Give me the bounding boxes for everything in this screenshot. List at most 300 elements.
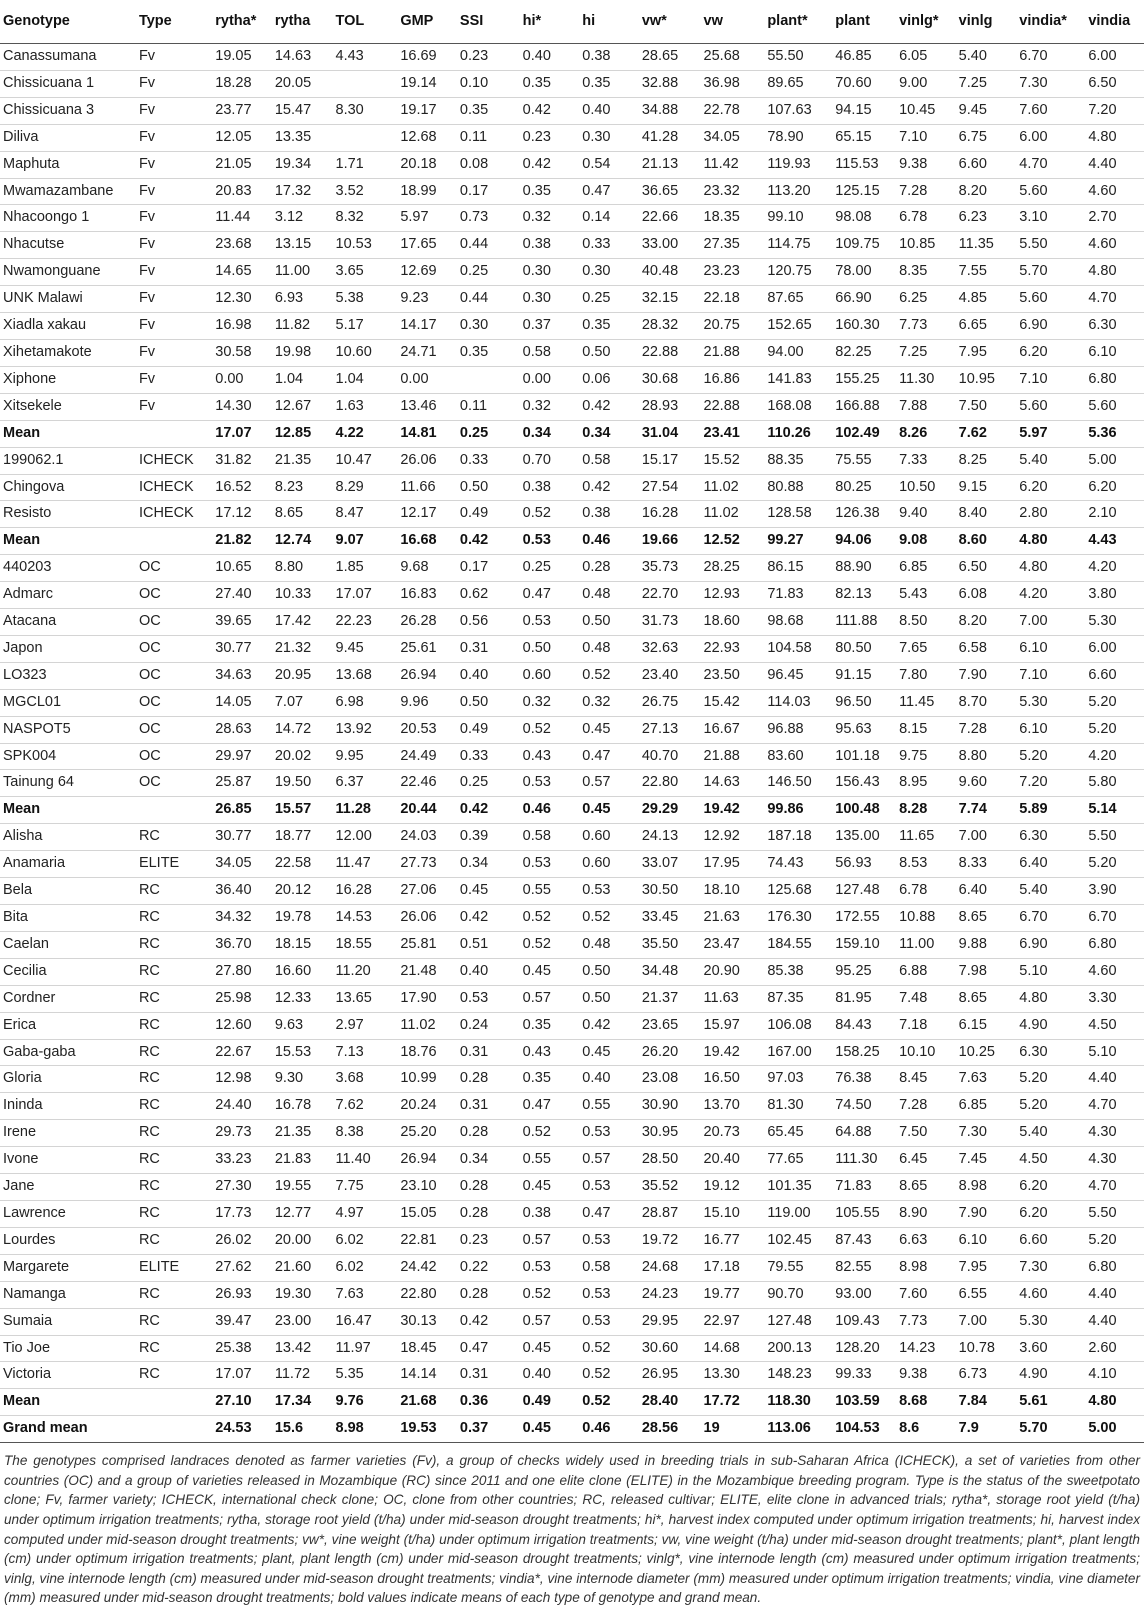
value-cell: 11.02	[703, 478, 739, 495]
value-cell: 36.98	[703, 74, 740, 91]
value-cell: 29.73	[215, 1124, 252, 1141]
value-cell: 30.68	[641, 370, 679, 387]
value-cell: 0.42	[459, 909, 489, 925]
table-row	[0, 474, 1144, 501]
genotype-cell: Mwamazambane	[3, 182, 114, 199]
value-cell: 9.40	[899, 505, 928, 522]
value-cell: 6.02	[335, 1258, 364, 1275]
value-cell: 6.93	[274, 290, 304, 307]
value-cell: 0.17	[459, 182, 489, 199]
value-cell: 0.53	[522, 613, 551, 630]
value-cell: 7.18	[899, 1016, 928, 1033]
value-cell: 7.28	[899, 182, 928, 199]
value-cell: 12.68	[400, 128, 437, 145]
type-cell: RC	[138, 828, 160, 845]
value-cell: 6.20	[1019, 343, 1048, 360]
value-cell: 8.45	[899, 1070, 928, 1087]
value-cell: 5.60	[1088, 397, 1117, 414]
value-cell: 21.88	[703, 747, 740, 764]
value-cell: 20.90	[703, 962, 740, 979]
value-cell: 93.00	[835, 1285, 872, 1302]
value-cell: 0.28	[582, 559, 611, 576]
value-cell: 0.28	[459, 1285, 489, 1302]
value-cell: 25.98	[215, 989, 252, 1006]
value-cell: 0.56	[459, 613, 489, 630]
value-cell: 21.35	[274, 1124, 312, 1141]
value-cell: 172.55	[835, 909, 880, 925]
value-cell: 9.38	[899, 1366, 928, 1383]
value-cell: 8.32	[335, 209, 364, 226]
value-cell: 8.65	[958, 989, 987, 1006]
value-cell: 0.50	[582, 962, 611, 979]
value-cell: 2.60	[1088, 1339, 1117, 1356]
type-cell: RC	[138, 1285, 160, 1302]
value-cell: 0.25	[582, 290, 611, 307]
value-cell: 0.28	[459, 1124, 489, 1141]
value-cell: 7.75	[335, 1178, 364, 1195]
value-cell: 176.30	[767, 909, 812, 925]
value-cell: 34.48	[641, 962, 679, 979]
value-cell: 0.34	[459, 855, 489, 872]
value-cell: 5.70	[1019, 1420, 1048, 1437]
value-cell: 11.72	[274, 1366, 311, 1383]
value-cell: 22.97	[703, 1312, 740, 1329]
value-cell: 28.65	[641, 48, 679, 64]
value-cell: 83.60	[767, 747, 804, 764]
value-cell: 8.28	[899, 801, 928, 818]
table-row	[0, 770, 1144, 797]
value-cell: 17.95	[703, 855, 740, 872]
value-cell: 2.70	[1088, 209, 1117, 226]
value-cell: 8.80	[958, 747, 987, 764]
value-cell: 11.28	[335, 801, 371, 818]
value-cell: 25.61	[400, 639, 437, 656]
value-cell: 23.08	[641, 1070, 679, 1087]
value-cell: 6.80	[1088, 1258, 1117, 1275]
value-cell: 24.03	[400, 828, 437, 845]
genotype-cell: Resisto	[3, 505, 52, 522]
value-cell: 5.20	[1088, 693, 1117, 710]
value-cell: 7.30	[958, 1124, 987, 1141]
type-cell: OC	[138, 639, 161, 656]
value-cell: 65.45	[767, 1124, 804, 1141]
value-cell: 3.60	[1019, 1339, 1048, 1356]
value-cell: 4.70	[1088, 1178, 1117, 1195]
value-cell: 18.15	[274, 935, 312, 952]
value-cell: 0.53	[522, 1258, 551, 1275]
value-cell: 12.17	[400, 505, 437, 522]
value-cell: 20.05	[274, 74, 312, 91]
value-cell: 7.50	[899, 1124, 928, 1141]
table-row	[0, 958, 1144, 985]
value-cell: 125.68	[767, 882, 812, 899]
table-row	[0, 339, 1144, 366]
value-cell: 0.49	[459, 505, 489, 522]
value-cell: 13.35	[274, 128, 312, 145]
value-cell: 39.65	[215, 613, 252, 630]
value-cell: 6.55	[958, 1285, 987, 1302]
value-cell: 7.25	[958, 74, 987, 91]
genotype-cell: Caelan	[3, 935, 49, 952]
value-cell: 79.55	[767, 1258, 804, 1275]
value-cell: 28.56	[641, 1420, 679, 1437]
value-cell: 74.50	[835, 1097, 872, 1114]
value-cell: 14.30	[215, 397, 252, 414]
value-cell: 8.98	[899, 1258, 928, 1275]
value-cell: 7.73	[899, 317, 928, 334]
value-cell: 7.62	[958, 424, 987, 441]
value-cell: 21.37	[641, 989, 679, 1006]
value-cell: 0.48	[582, 935, 611, 952]
value-cell: 8.38	[335, 1124, 364, 1141]
value-cell: 14.53	[335, 909, 372, 925]
genotype-cell: Xihetamakote	[3, 343, 92, 360]
value-cell: 6.70	[1019, 48, 1048, 64]
value-cell: 26.02	[215, 1231, 252, 1248]
value-cell: 24.49	[400, 747, 437, 764]
value-cell: 0.52	[522, 1124, 551, 1141]
value-cell: 6.00	[1019, 128, 1048, 145]
value-cell: 135.00	[835, 828, 880, 845]
value-cell: 10.45	[899, 101, 936, 118]
value-cell: 0.57	[582, 774, 611, 791]
value-cell: 0.42	[459, 1312, 489, 1329]
value-cell: 1.63	[335, 397, 364, 414]
value-cell: 0.42	[522, 101, 551, 118]
value-cell: 0.52	[582, 666, 611, 683]
value-cell: 6.63	[899, 1231, 928, 1248]
value-cell: 17.07	[335, 586, 372, 603]
value-cell: 102.49	[835, 424, 880, 441]
value-cell: 10.33	[274, 586, 312, 603]
value-cell: 160.30	[835, 317, 880, 334]
value-cell: 26.94	[400, 666, 437, 683]
value-cell: 22.58	[274, 855, 312, 872]
table-row	[0, 1093, 1144, 1120]
value-cell: 6.73	[958, 1366, 987, 1383]
type-cell: RC	[138, 1366, 160, 1383]
value-cell: 0.45	[522, 1339, 551, 1356]
value-cell: 0.23	[459, 48, 489, 64]
value-cell: 28.93	[641, 397, 679, 414]
value-cell: 19.55	[274, 1178, 312, 1195]
value-cell: 126.38	[835, 505, 880, 522]
value-cell: 23.40	[641, 666, 679, 683]
value-cell: 6.23	[958, 209, 987, 226]
value-cell: 0.55	[522, 882, 551, 899]
type-cell: OC	[138, 559, 161, 576]
value-cell: 13.42	[274, 1339, 312, 1356]
value-cell: 11.30	[899, 370, 935, 387]
value-cell: 0.40	[522, 1366, 551, 1383]
value-cell: 109.43	[835, 1312, 880, 1329]
value-cell: 5.10	[1019, 962, 1048, 979]
value-cell: 0.44	[459, 236, 489, 253]
type-cell: Fv	[138, 128, 156, 145]
value-cell: 0.34	[522, 424, 551, 441]
value-cell: 14.63	[274, 48, 312, 64]
value-cell: 114.03	[767, 693, 811, 710]
value-cell: 16.83	[400, 586, 437, 603]
type-cell: RC	[138, 1097, 160, 1114]
value-cell: 0.32	[522, 693, 551, 710]
mean-row	[0, 1416, 1144, 1443]
value-cell: 4.40	[1088, 155, 1117, 172]
value-cell: 6.40	[958, 882, 987, 899]
column-header: vindia	[1085, 0, 1144, 44]
value-cell: 120.75	[767, 263, 812, 280]
genotype-cell: Chingova	[3, 478, 65, 495]
table-row	[0, 1200, 1144, 1227]
value-cell: 0.52	[582, 1339, 611, 1356]
value-cell: 11.47	[335, 855, 371, 872]
value-cell: 0.50	[582, 343, 611, 360]
table-row	[0, 97, 1144, 124]
value-cell: 3.80	[1088, 586, 1117, 603]
genotype-cell: Irene	[3, 1124, 37, 1141]
value-cell: 30.95	[641, 1124, 679, 1141]
table-row	[0, 393, 1144, 420]
value-cell: 12.85	[274, 424, 312, 441]
value-cell: 4.50	[1019, 1151, 1048, 1168]
value-cell: 90.70	[767, 1285, 804, 1302]
type-cell: Fv	[138, 74, 156, 91]
value-cell: 6.40	[1019, 855, 1048, 872]
value-cell: 4.10	[1088, 1366, 1117, 1383]
value-cell: 26.75	[641, 693, 679, 710]
value-cell: 80.50	[835, 639, 872, 656]
value-cell: 0.45	[522, 1420, 551, 1437]
value-cell: 27.06	[400, 882, 437, 899]
value-cell: 0.40	[582, 101, 611, 118]
value-cell: 98.08	[835, 209, 872, 226]
genotype-cell: Gaba-gaba	[3, 1043, 76, 1060]
table-row	[0, 743, 1144, 770]
value-cell: 9.00	[899, 74, 928, 91]
value-cell: 18.76	[400, 1043, 437, 1060]
value-cell: 8.53	[899, 855, 928, 872]
genotype-cell: Mean	[3, 1393, 41, 1410]
value-cell: 28.40	[641, 1393, 679, 1410]
value-cell: 11.42	[703, 155, 739, 172]
value-cell: 4.60	[1088, 236, 1117, 253]
value-cell: 6.50	[1088, 74, 1117, 91]
value-cell: 7.50	[958, 397, 987, 414]
genotype-cell: Xitsekele	[3, 397, 62, 414]
value-cell: 96.50	[835, 693, 872, 710]
value-cell: 4.30	[1088, 1151, 1117, 1168]
value-cell: 10.88	[899, 909, 936, 925]
type-cell: RC	[138, 1151, 160, 1168]
value-cell: 0.33	[582, 236, 611, 253]
value-cell: 21.82	[215, 532, 252, 549]
column-header: vinlg	[956, 0, 1017, 44]
genotype-cell: NASPOT5	[3, 720, 71, 737]
value-cell: 14.63	[703, 774, 740, 791]
value-cell: 27.40	[215, 586, 252, 603]
value-cell: 19.42	[703, 801, 740, 818]
value-cell: 0.52	[582, 1393, 611, 1410]
type-cell: ICHECK	[138, 478, 194, 495]
value-cell: 0.58	[582, 451, 611, 468]
value-cell: 19.53	[400, 1420, 437, 1437]
value-cell: 16.47	[335, 1312, 372, 1329]
genotype-cell: Alisha	[3, 828, 43, 845]
value-cell: 5.60	[1019, 290, 1048, 307]
value-cell: 11.40	[335, 1151, 371, 1168]
value-cell: 26.95	[641, 1366, 679, 1383]
value-cell: 9.63	[274, 1016, 304, 1033]
value-cell: 8.65	[899, 1178, 928, 1195]
value-cell: 23.32	[703, 182, 740, 199]
value-cell: 6.88	[899, 962, 928, 979]
value-cell: 6.10	[1019, 639, 1048, 656]
value-cell: 9.07	[335, 532, 364, 549]
value-cell: 6.65	[958, 317, 987, 334]
type-cell: RC	[138, 1016, 160, 1033]
column-header: vindia*	[1016, 0, 1085, 44]
value-cell: 5.40	[1019, 882, 1048, 899]
value-cell: 94.15	[835, 101, 872, 118]
value-cell: 31.73	[641, 613, 679, 630]
mean-row	[0, 797, 1144, 824]
value-cell: 14.65	[215, 263, 252, 280]
value-cell: 39.47	[215, 1312, 252, 1329]
value-cell: 11.63	[703, 989, 739, 1006]
table-footnote: The genotypes comprised landraces denoted as farmer varieties (Fv), a group of checks widely used in breeding trials in sub-Saharan Africa (ICHECK), a set of varieties from other countries (OC) and a group of varieties released in Mozambique (RC) since 2011 and one elite clone (ELITE) in the Mozambique breeding program. Type is the status of the sweetpotato clone; Fv, farmer variety; ICHECK, international check clone; OC, clone from other countries; RC, released cultivar; ELITE, elite clone in advanced trials; rytha*, storage root yield (t/ha) under optimum irrigation treatments; rytha, storage root yield (t/ha) under mid-season drought treatments; hi*, harvest index computed under optimum irrigation treatments; hi, harvest index computed under mid-season drought treatments; vw*, vine weight (t/ha) under optimum irrigation treatments; vw, vine weight (t/ha) under mid-season drought treatments; plant*, plant length (cm) under optimum irrigation treatments; plant, plant length (cm) under mid-season drought treatments; vinlg*, vine internode length (cm) measured under optimum irrigation treatments; vinlg, vine internode length (cm) measured under mid-season drought treatments; vindia*, vine internode diameter (mm) measured under optimum irrigation treatments; vindia, vine diameter (mm) measured under mid-season drought treatments; bold values indicate means of each type of genotype and grand mean.	[4, 1453, 1140, 1606]
value-cell: 9.95	[335, 747, 364, 764]
value-cell: 94.00	[767, 343, 804, 360]
value-cell: 78.00	[835, 263, 872, 280]
type-cell: Fv	[138, 317, 156, 334]
value-cell: 16.86	[703, 370, 740, 387]
type-cell: Fv	[138, 101, 156, 118]
value-cell: 22.67	[215, 1043, 252, 1060]
value-cell: 15.10	[703, 1204, 740, 1221]
type-cell: Fv	[138, 370, 156, 387]
value-cell: 17.32	[274, 182, 312, 199]
value-cell: 102.45	[767, 1231, 812, 1248]
value-cell: 33.23	[215, 1151, 252, 1168]
value-cell: 22.46	[400, 774, 437, 791]
value-cell: 19.30	[274, 1285, 312, 1302]
table-row	[0, 313, 1144, 340]
type-cell: RC	[138, 1339, 160, 1356]
value-cell: 0.36	[459, 1393, 489, 1410]
value-cell: 32.15	[641, 290, 679, 307]
column-header: vw	[701, 0, 765, 44]
value-cell: 5.80	[1088, 774, 1117, 791]
value-cell: 0.25	[459, 424, 489, 441]
value-cell: 6.20	[1019, 1204, 1048, 1221]
value-cell: 30.58	[215, 343, 252, 360]
value-cell: 15.05	[400, 1204, 437, 1221]
value-cell: 30.60	[641, 1339, 679, 1356]
table-row	[0, 635, 1144, 662]
value-cell: 86.15	[767, 559, 804, 576]
value-cell: 20.83	[215, 182, 252, 199]
value-cell: 6.30	[1019, 828, 1048, 845]
value-cell: 19.78	[274, 909, 312, 925]
value-cell: 10.47	[335, 451, 372, 468]
genotype-cell: MGCL01	[3, 693, 62, 710]
value-cell: 0.55	[582, 1097, 611, 1114]
value-cell: 12.98	[215, 1070, 252, 1087]
value-cell: 8.20	[958, 613, 987, 630]
value-cell: 97.03	[767, 1070, 804, 1087]
value-cell: 17.18	[703, 1258, 740, 1275]
value-cell: 12.67	[274, 397, 312, 414]
value-cell: 0.32	[522, 209, 551, 226]
value-cell: 118.30	[767, 1393, 811, 1410]
value-cell: 2.97	[335, 1016, 364, 1033]
value-cell: 13.30	[703, 1366, 740, 1383]
value-cell: 0.38	[522, 236, 551, 253]
genotype-cell: SPK004	[3, 747, 57, 764]
value-cell: 0.45	[459, 882, 489, 899]
value-cell: 30.77	[215, 828, 252, 845]
value-cell: 4.43	[1088, 532, 1117, 549]
value-cell: 9.23	[400, 290, 429, 307]
value-cell: 4.20	[1088, 747, 1117, 764]
value-cell: 8.80	[274, 559, 304, 576]
type-cell: ICHECK	[138, 451, 194, 468]
value-cell: 99.10	[767, 209, 804, 226]
value-cell: 7.74	[958, 801, 987, 818]
value-cell: 106.08	[767, 1016, 812, 1033]
value-cell: 141.83	[767, 370, 812, 387]
value-cell: 74.43	[767, 855, 804, 872]
value-cell: 7.98	[958, 962, 987, 979]
value-cell: 1.85	[335, 559, 364, 576]
value-cell: 12.93	[703, 586, 740, 603]
value-cell: 1.71	[335, 155, 364, 172]
value-cell: 4.60	[1088, 182, 1117, 199]
value-cell: 115.53	[835, 155, 879, 172]
value-cell: 10.65	[215, 559, 252, 576]
value-cell: 0.60	[582, 828, 611, 845]
value-cell: 0.57	[522, 1231, 551, 1248]
value-cell: 1.04	[335, 370, 364, 387]
value-cell: 13.70	[703, 1097, 740, 1114]
value-cell: 0.08	[459, 155, 489, 172]
table-row	[0, 1227, 1144, 1254]
table-body	[0, 44, 1144, 1443]
value-cell: 184.55	[767, 935, 812, 952]
mean-row	[0, 1389, 1144, 1416]
value-cell: 87.65	[767, 290, 804, 307]
value-cell: 4.80	[1019, 532, 1048, 549]
value-cell: 5.97	[1019, 424, 1048, 441]
table-row	[0, 1308, 1144, 1335]
value-cell: 4.90	[1019, 1016, 1048, 1033]
type-cell: OC	[138, 720, 161, 737]
value-cell: 22.88	[703, 397, 740, 414]
value-cell: 159.10	[835, 935, 880, 952]
value-cell: 16.69	[400, 48, 437, 64]
mean-row	[0, 528, 1144, 555]
value-cell: 21.60	[274, 1258, 312, 1275]
value-cell: 0.31	[459, 639, 489, 656]
value-cell: 0.35	[582, 74, 611, 91]
value-cell: 11.44	[215, 209, 251, 226]
value-cell: 16.77	[703, 1231, 740, 1248]
value-cell: 9.75	[899, 747, 928, 764]
value-cell: 0.45	[522, 1178, 551, 1195]
value-cell: 0.33	[459, 747, 489, 764]
value-cell: 14.14	[400, 1366, 437, 1383]
genotype-cell: Victoria	[3, 1366, 52, 1383]
